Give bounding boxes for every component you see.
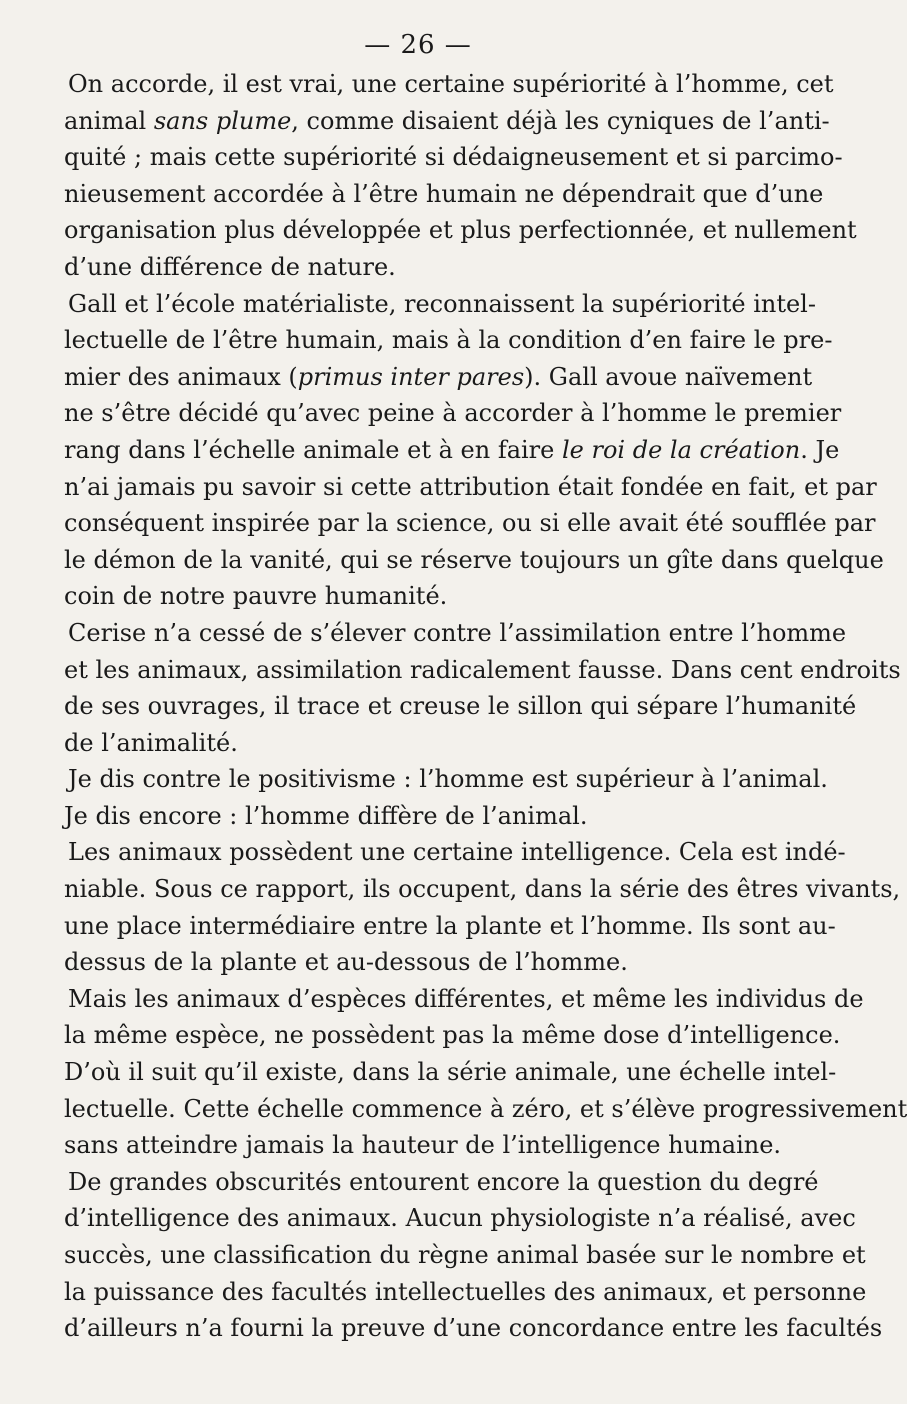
paragraph: [64, 981, 907, 1164]
paragraph: [64, 761, 828, 834]
paragraph: [64, 1164, 883, 1347]
text-line: succès, une classification du règne animal basée sur le nombre et: [64, 1241, 866, 1269]
text-line: la même espèce, ne possèdent pas la même dose d’intelligence.: [64, 1021, 841, 1050]
text-line: lectuelle de l’être humain, mais à la condition d’en faire le pre-: [64, 326, 833, 355]
text-line: coin de notre pauvre humanité.: [64, 582, 448, 611]
italic-phrase: sans plume: [153, 106, 292, 135]
text-line: la puissance des facultés intellectuelles des animaux, et personne: [64, 1277, 867, 1306]
text-line: une place intermédiaire entre la plante et l’homme. Ils sont au-: [64, 911, 836, 940]
paragraph: [64, 834, 901, 980]
text-line: Je dis encore : l’homme diffère de l’animal.: [64, 801, 588, 830]
text-line: mier des animaux (primus inter pares). Gall avoue naïvement: [64, 362, 813, 391]
text-line: quité ; mais cette supériorité si dédaigneusement et si parcimo-: [64, 143, 843, 172]
text-line: Gall et l’école matérialiste, reconnaissent la supériorité intel-: [68, 289, 816, 318]
text-line: D’où il suit qu’il existe, dans la série animale, une échelle intel-: [64, 1058, 837, 1087]
text-line: de l’animalité.: [64, 728, 238, 757]
paragraph: [64, 286, 884, 615]
text-line: sans atteindre jamais la hauteur de l’intelligence humaine.: [64, 1131, 782, 1160]
paragraph: [64, 615, 901, 761]
text-line: Mais les animaux d’espèces différentes, et même les individus de: [68, 984, 864, 1013]
text-line: animal sans plume, comme disaient déjà les cyniques de l’anti-: [64, 106, 830, 135]
text-line: de ses ouvrages, il trace et creuse le sillon qui sépare l’humanité: [64, 692, 857, 721]
text-line: niable. Sous ce rapport, ils occupent, dans la série des êtres vivants,: [64, 875, 901, 904]
text-line: d’une différence de nature.: [64, 252, 396, 281]
text-line: On accorde, il est vrai, une certaine supériorité à l’homme, cet: [68, 70, 834, 98]
text-line: ne s’être décidé qu’avec peine à accorder à l’homme le premier: [64, 399, 842, 428]
text-line: conséquent inspirée par la science, ou si elle avait été soufflée par: [64, 509, 876, 538]
text-line: nieusement accordée à l’être humain ne dépendrait que d’une: [64, 179, 824, 208]
text-line: le démon de la vanité, qui se réserve toujours un gîte dans quelque: [64, 545, 884, 574]
text-line: dessus de la plante et au-dessous de l’homme.: [64, 948, 628, 977]
text-line: d’ailleurs n’a fourni la preuve d’une concordance entre les facultés: [64, 1314, 883, 1343]
italic-phrase: primus inter pares: [297, 362, 525, 391]
text-line: Cerise n’a cessé de s’élever contre l’assimilation entre l’homme: [68, 618, 847, 647]
text-line: n’ai jamais pu savoir si cette attribution était fondée en fait, et par: [64, 472, 877, 501]
text-line: De grandes obscurités entourent encore la question du degré: [68, 1167, 819, 1196]
italic-phrase: le roi de la création: [562, 435, 801, 464]
text-line: Je dis contre le positivisme : l’homme est supérieur à l’animal.: [68, 765, 828, 794]
body-text: [64, 66, 907, 1347]
text-line: rang dans l’échelle animale et à en faire le roi de la création. Je: [64, 435, 840, 464]
text-line: et les animaux, assimilation radicalement fausse. Dans cent endroits: [64, 655, 901, 684]
page-number: — 26 —: [364, 30, 472, 60]
text-line: Les animaux possèdent une certaine intelligence. Cela est indé-: [68, 838, 846, 867]
text-line: d’intelligence des animaux. Aucun physiologiste n’a réalisé, avec: [64, 1204, 856, 1233]
text-line: lectuelle. Cette échelle commence à zéro, et s’élève progressivement: [64, 1094, 907, 1123]
text-line: organisation plus développée et plus perfectionnée, et nullement: [64, 216, 857, 245]
paragraph: [64, 66, 857, 286]
